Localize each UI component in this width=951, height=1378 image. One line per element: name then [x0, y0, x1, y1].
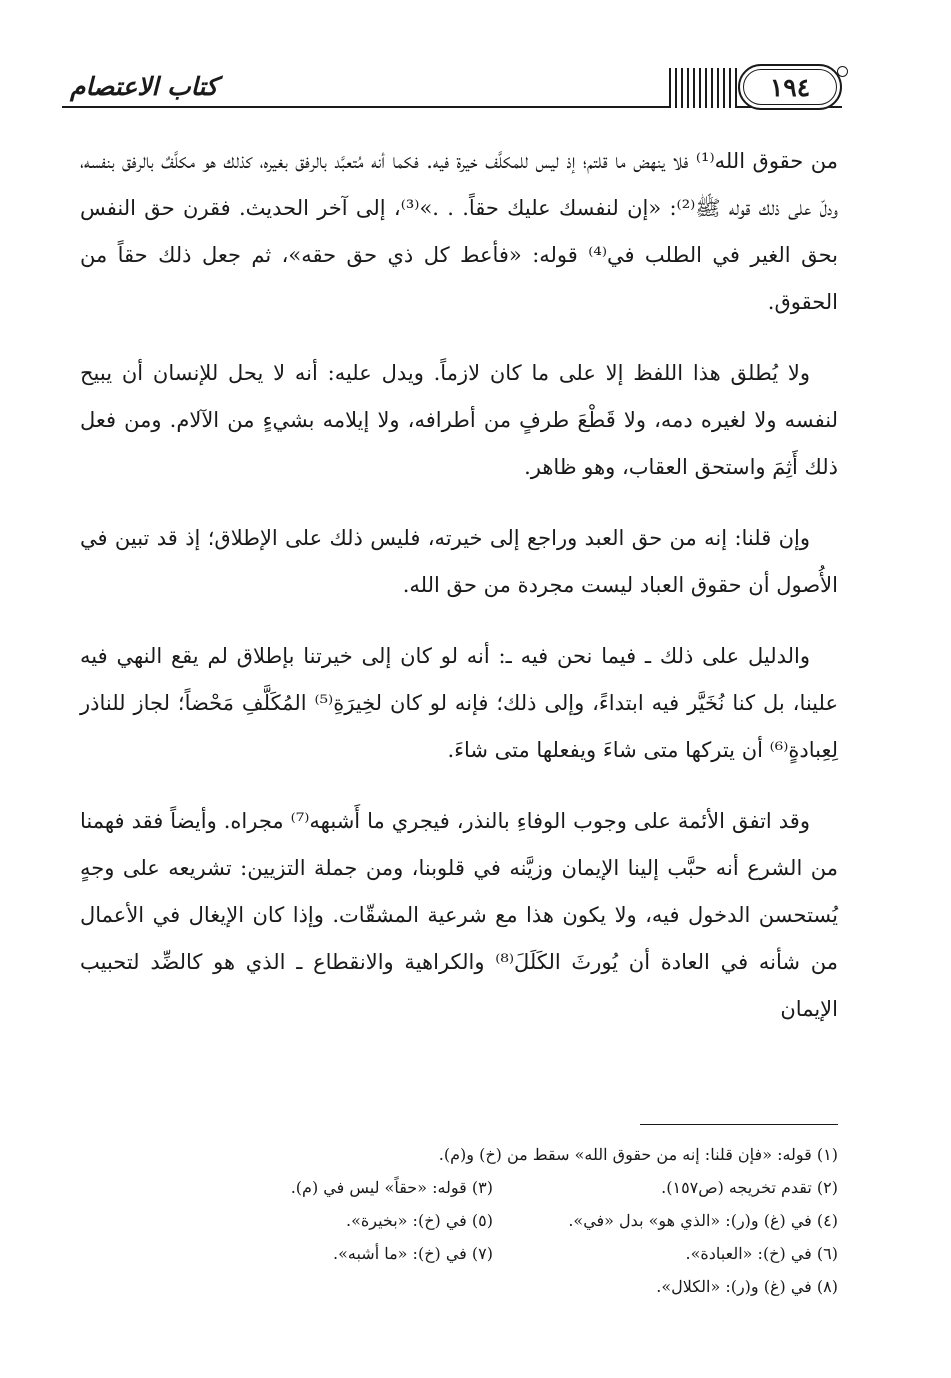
paragraph: وقد اتفق الأئمة على وجوب الوفاءِ بالنذر، فيجري ما أَشبهه⁽⁷⁾ مجراه. وأيضاً فقد فهمنا من الشرع أنه حبَّب إلينا الإيمان وزيَّنه في قلوبنا، ومن جملة التزيين: تشريعه على وجهٍ يُستحسن الدخول فيه، ولا يكون هذا مع شرعية المشقّات. وإذا كان الإيغال في الأعمال من شأنه في العادة أن يُورثَ الكَلَلَ⁽⁸⁾ والكراهية والانقطاع ـ الذي هو كالضِّد لتحبيب الإيمان	[80, 809, 838, 1021]
paragraph: وإن قلنا: إنه من حق العبد وراجع إلى خيرته، فليس ذلك على الإطلاق؛ إذ قد تبين في الأُصول أن حقوق العباد ليست مجردة من حق الله.	[80, 526, 838, 597]
footnote-row	[80, 1237, 838, 1270]
footnote-row	[80, 1204, 838, 1237]
page-number: ١٩٤	[769, 72, 811, 102]
paragraph: ولا يُطلق هذا اللفظ إلا على ما كان لازماً. ويدل عليه: أنه لا يحل للإنسان أن يبيح لنفسه ولا لغيره دمه، ولا قَطْعَ طرفٍ من أطرافه، ولا إيلامه بشيءٍ من الآلام. ومن فعل ذلك أَثِمَ واستحق العقاب، وهو ظاهر.	[80, 361, 838, 479]
footnote-row	[80, 1138, 838, 1171]
footnote: (٨) في (غ) و(ر): «الكلال».	[656, 1277, 838, 1296]
footnote: (٥) في (خ): «بخيرة».	[345, 1211, 493, 1230]
book-title: كتاب الاعتصام	[70, 72, 218, 101]
footnote: (٧) في (خ): «ما أشبه».	[333, 1244, 493, 1263]
footnote-row	[80, 1270, 838, 1303]
paragraph: والدليل على ذلك ـ فيما نحن فيه ـ: أنه لو كان إلى خيرتنا بإطلاق لم يقع النهي فيه علينا، بل كنا نُخَيَّر فيه ابتداءً، وإلى ذلك؛ فإنه لو كان لخِيرَةِ⁽⁵⁾ المُكَلَّفِ مَحْضاً؛ لجاز للناذر لِعِبادةٍ⁽⁶⁾ أن يتركها متى شاءَ ويفعلها متى شاءَ.	[80, 644, 838, 762]
footnote: (٣) قوله: «حقاً» ليس في (م).	[290, 1178, 493, 1197]
footnote-separator	[640, 1124, 838, 1125]
decorative-bars	[669, 68, 737, 108]
footnote: (٦) في (خ): «العبادة».	[685, 1244, 838, 1263]
paragraph: من حقوق الله⁽¹⁾ فلا ينهض ما قلتم؛ إذ ليس للمكلَّف خيرة فيه. فكما أنه مُتعبَّد بالرفق بغيره، كذلك هو مكلَّفٌ بالرفق بنفسه، ودلّ على ذلك قوله ﷺ⁽²⁾: «إن لنفسك عليك حقاً. . .»⁽³⁾، إلى آخر الحديث. فقرن حق النفس بحق الغير في الطلب في⁽⁴⁾ قوله: «فأعط كل ذي حق حقه»، ثم جعل ذلك حقاً من الحقوق.	[80, 149, 838, 314]
footnotes	[80, 1138, 838, 1303]
page-header	[62, 56, 842, 114]
main-text	[80, 138, 838, 1057]
footnote: (١) قوله: «فإن قلنا: إنه من حقوق الله» سقط من (خ) و(م).	[438, 1145, 838, 1164]
footnote-row	[80, 1171, 838, 1204]
page-number-badge	[738, 64, 842, 110]
footnote: (٢) تقدم تخريجه (ص١٥٧).	[661, 1178, 838, 1197]
footnote: (٤) في (غ) و(ر): «الذي هو» بدل «في».	[568, 1211, 838, 1230]
ornament-circle	[837, 66, 848, 77]
